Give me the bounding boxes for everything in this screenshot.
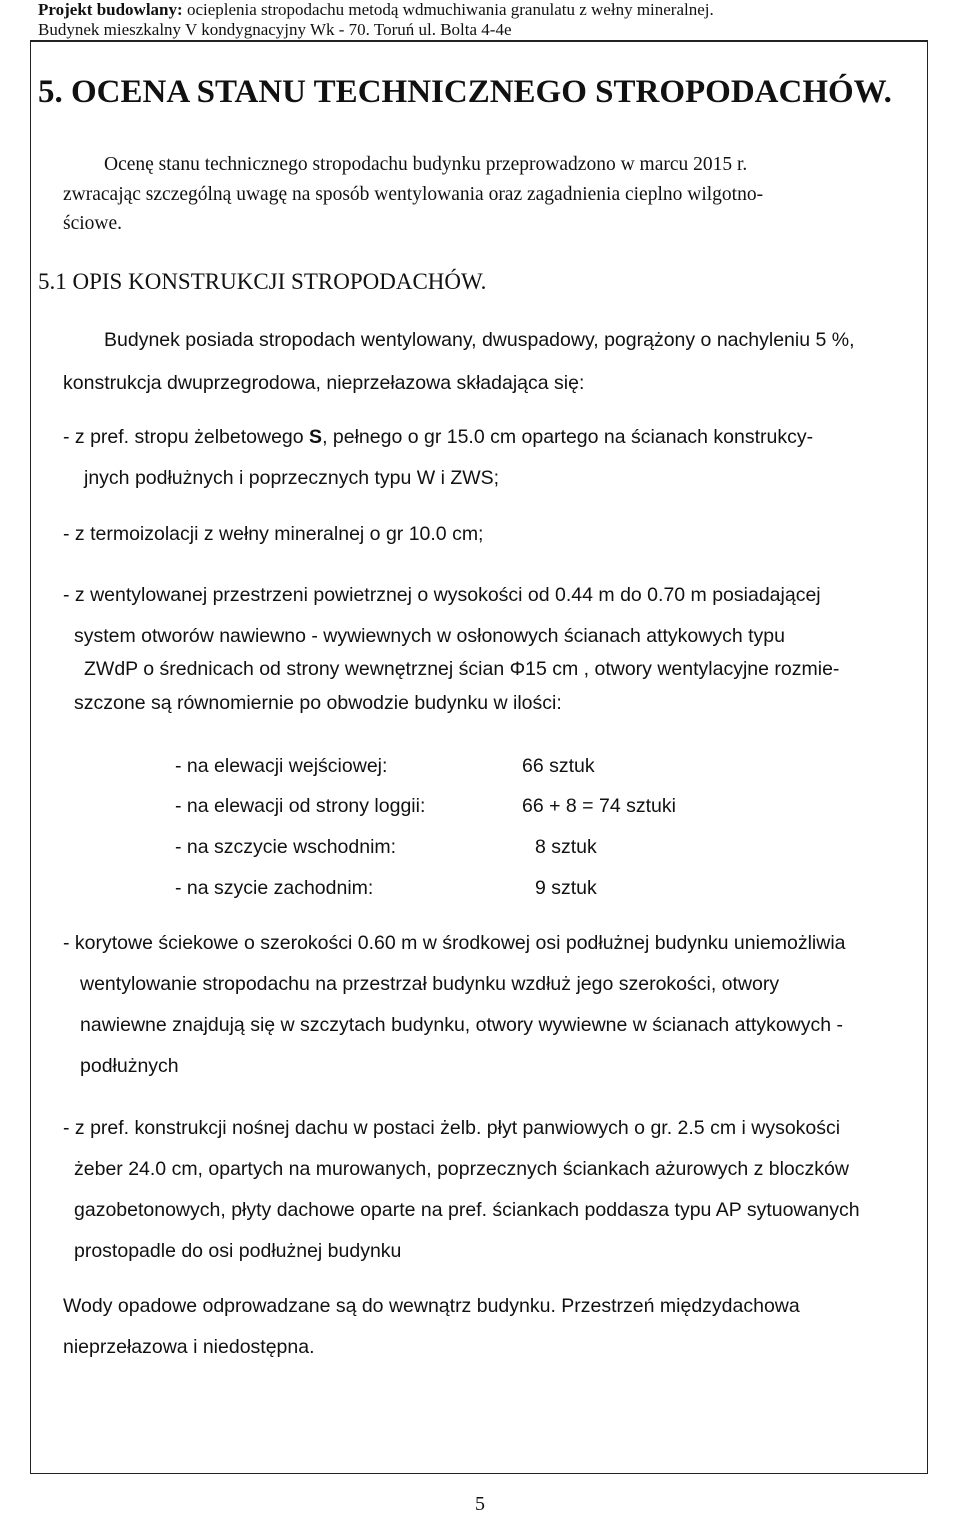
item-4-line-4: podłużnych <box>80 1055 179 1077</box>
item-3-line-1: - z wentylowanej przestrzeni powietrznej o wysokości od 0.44 m do 0.70 m posiadającej <box>63 584 821 606</box>
header-project-label: Projekt budowlany: <box>38 0 183 19</box>
item-1-text-b: , pełnego o gr 15.0 cm opartego na ścianach konstrukcy- <box>322 426 814 448</box>
count-label-entrance: - na elewacji wejściowej: <box>175 755 388 777</box>
item-5-line-4: prostopadle do osi podłużnej budynku <box>74 1240 402 1262</box>
closing-line-2: nieprzełazowa i niedostępna. <box>63 1336 315 1358</box>
item-4-line-2: wentylowanie stropodachu na przestrzał budynku wzdłuż jego szerokości, otwory <box>80 973 780 995</box>
count-value-west-gable: 9 sztuk <box>535 877 597 899</box>
header-project-title: ocieplenia stropodachu metodą wdmuchiwania granulatu z wełny mineralnej. <box>182 0 714 19</box>
item-4-line-3: nawiewne znajdują się w szczytach budynku, otwory wywiewne w ścianach attykowych - <box>80 1014 844 1036</box>
intro-line-2: zwracając szczególną uwagę na sposób wentylowania oraz zagadnienia cieplno wilgotno- <box>63 184 764 205</box>
item-5-line-3: gazobetonowych, płyty dachowe oparte na pref. ściankach poddasza typu AP sytuowanych <box>74 1199 860 1221</box>
header-line-2: Budynek mieszkalny V kondygnacyjny Wk - 70. Toruń ul. Bolta 4-4e <box>38 20 512 39</box>
closing-line-1: Wody opadowe odprowadzane są do wewnątrz budynku. Przestrzeń międzydachowa <box>63 1295 800 1317</box>
count-value-loggia: 66 + 8 = 74 sztuki <box>522 795 676 817</box>
section-51-title: 5.1 OPIS KONSTRUKCJI STROPODACHÓW. <box>38 269 487 294</box>
intro-line-1: Ocenę stanu technicznego stropodachu budynku przeprowadzono w marcu 2015 r. <box>104 154 748 175</box>
count-label-east-gable: - na szczycie wschodnim: <box>175 836 397 858</box>
count-value-entrance: 66 sztuk <box>522 755 595 777</box>
item-1-text-a: - z pref. stropu żelbetowego <box>63 426 310 448</box>
item-4-line-1: - korytowe ściekowe o szerokości 0.60 m w środkowej osi podłużnej budynku uniemożliwia <box>63 932 846 954</box>
count-label-loggia: - na elewacji od strony loggii: <box>175 795 426 817</box>
item-1-line-2: jnych podłużnych i poprzecznych typu W i ZWS; <box>84 467 500 489</box>
item-2: - z termoizolacji z wełny mineralnej o gr 10.0 cm; <box>63 523 484 545</box>
count-label-west-gable: - na szycie zachodnim: <box>175 877 374 899</box>
header-line-1 <box>38 0 714 20</box>
item-3-line-3: ZWdP o średnicach od strony wewnętrznej ścian Φ15 cm , otwory wentylacyjne rozmie- <box>84 658 840 680</box>
header-rule <box>30 40 928 42</box>
item-1-slab-symbol: S <box>309 426 323 448</box>
count-value-east-gable: 8 sztuk <box>535 836 597 858</box>
lead-line-1: Budynek posiada stropodach wentylowany, dwuspadowy, pogrążony o nachyleniu 5 %, <box>104 329 855 351</box>
item-5-line-1: - z pref. konstrukcji nośnej dachu w postaci żelb. płyt panwiowych o gr. 2.5 cm i wysokości <box>63 1117 841 1139</box>
section-5-title: 5. OCENA STANU TECHNICZNEGO STROPODACHÓW. <box>38 74 892 110</box>
lead-line-2: konstrukcja dwuprzegrodowa, nieprzełazowa składająca się: <box>63 372 585 394</box>
item-3-line-2: system otworów nawiewno - wywiewnych w osłonowych ścianach attykowych typu <box>74 625 785 647</box>
item-3-line-4: szczone są równomiernie po obwodzie budynku w ilości: <box>74 692 562 714</box>
page-number: 5 <box>475 1493 485 1515</box>
item-5-line-2: żeber 24.0 cm, opartych na murowanych, poprzecznych ściankach ażurowych z bloczków <box>74 1158 849 1180</box>
intro-line-3: ściowe. <box>63 213 123 234</box>
item-1-line-1 <box>63 426 813 449</box>
